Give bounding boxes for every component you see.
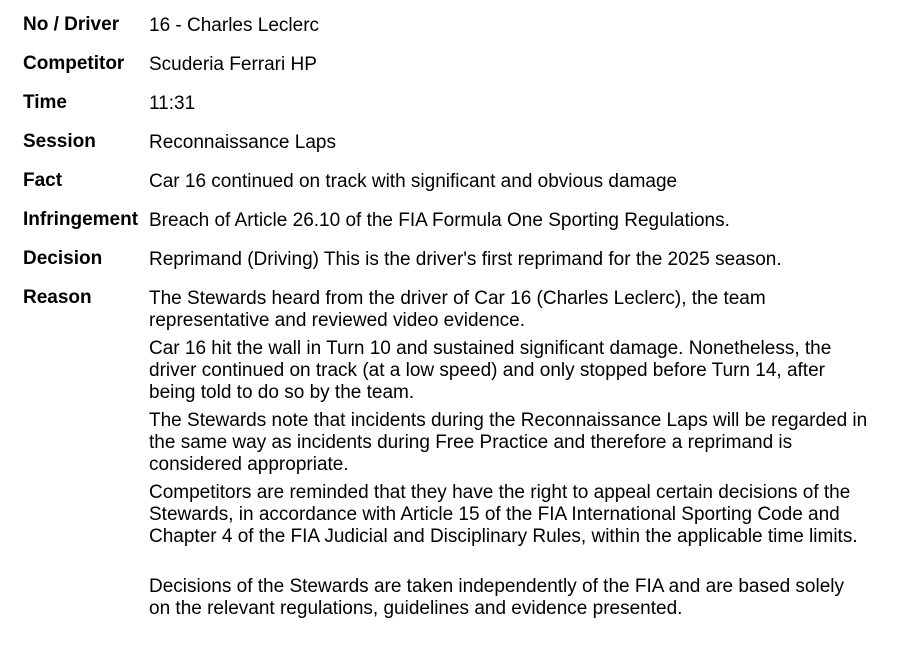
reason-line: the same way as incidents during Free Practice and therefore a reprimand is — [149, 432, 793, 453]
reason-line: Chapter 4 of the FIA Judicial and Disciplinary Rules, within the applicable time limits. — [149, 526, 858, 547]
session-label: Session — [23, 131, 96, 152]
reason-line: representative and reviewed video evidence. — [149, 310, 526, 331]
reason-line: considered appropriate. — [149, 454, 349, 475]
reason-line: on the relevant regulations, guidelines and evidence presented. — [149, 598, 683, 619]
driver-value: 16 - Charles Leclerc — [149, 15, 320, 36]
decision-value: Reprimand (Driving) This is the driver's first reprimand for the 2025 season. — [149, 249, 782, 270]
reason-paragraph-4 — [149, 482, 894, 548]
reason-line: The Stewards note that incidents during the Reconnaissance Laps will be regarded in — [149, 410, 868, 431]
infringement-value: Breach of Article 26.10 of the FIA Formula One Sporting Regulations. — [149, 210, 730, 231]
driver-label: No / Driver — [23, 14, 120, 35]
fact-label: Fact — [23, 170, 63, 191]
competitor-value: Scuderia Ferrari HP — [149, 54, 317, 75]
reason-paragraph-2 — [149, 338, 894, 404]
reason-line: Decisions of the Stewards are taken independently of the FIA and are based solely — [149, 576, 844, 597]
reason-line: driver continued on track (at a low speed) and only stopped before Turn 14, after — [149, 360, 825, 381]
session-value: Reconnaissance Laps — [149, 132, 336, 153]
reason-label: Reason — [23, 287, 92, 308]
time-label: Time — [23, 92, 68, 113]
time-value: 11:31 — [149, 93, 196, 114]
infringement-label: Infringement — [23, 209, 139, 230]
reason-line: Car 16 hit the wall in Turn 10 and sustained significant damage. Nonetheless, the — [149, 338, 832, 359]
decision-label: Decision — [23, 248, 103, 269]
reason-paragraph-5 — [149, 576, 894, 620]
reason-paragraph-1 — [149, 288, 894, 332]
reason-paragraph-3 — [149, 410, 894, 476]
reason-line: Stewards, in accordance with Article 15 of the FIA International Sporting Code and — [149, 504, 840, 525]
competitor-label: Competitor — [23, 53, 125, 74]
reason-line: Competitors are reminded that they have the right to appeal certain decisions of the — [149, 482, 851, 503]
reason-line: being told to do so by the team. — [149, 382, 415, 403]
fact-value: Car 16 continued on track with significant and obvious damage — [149, 171, 678, 192]
reason-line: The Stewards heard from the driver of Car 16 (Charles Leclerc), the team — [149, 288, 766, 309]
